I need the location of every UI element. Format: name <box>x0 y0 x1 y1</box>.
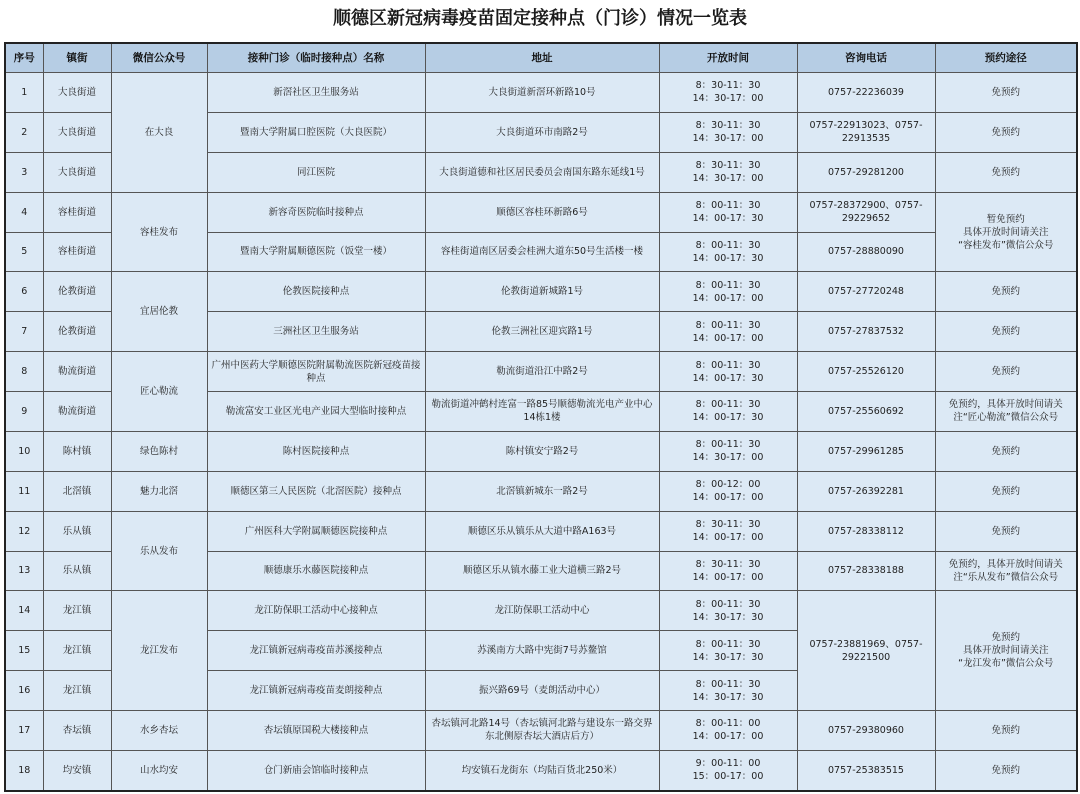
phone-cell: 0757-22236039 <box>797 73 935 113</box>
hours-cell: 8：00-11：30 14：00-17：30 <box>659 232 797 272</box>
address-cell: 龙江防保职工活动中心 <box>425 591 659 631</box>
site-name-cell: 新滘社区卫生服务站 <box>207 73 425 113</box>
phone-cell: 0757-29380960 <box>797 711 935 751</box>
booking-cell: 免预约，具体开放时间请关注“乐从发布”微信公众号 <box>935 551 1077 591</box>
site-name-cell: 暨南大学附属顺德医院（饭堂一楼） <box>207 232 425 272</box>
booking-cell: 免预约 <box>935 711 1077 751</box>
address-cell: 顺德区容桂环新路6号 <box>425 192 659 232</box>
address-cell: 北滘镇新城东一路2号 <box>425 471 659 511</box>
row-number: 17 <box>5 711 43 751</box>
site-name-cell: 广州中医药大学顺德医院附属勒流医院新冠疫苗接种点 <box>207 352 425 392</box>
hours-cell: 8：00-11：30 14：00-17：30 <box>659 392 797 432</box>
hours-cell: 8：00-11：30 14：00-17：30 <box>659 192 797 232</box>
site-name-cell: 杏坛镇原国税大楼接种点 <box>207 711 425 751</box>
town-cell: 容桂街道 <box>43 232 111 272</box>
header-cell: 接种门诊（临时接种点）名称 <box>207 43 425 73</box>
town-cell: 均安镇 <box>43 750 111 791</box>
phone-cell: 0757-22913023、0757-22913535 <box>797 112 935 152</box>
table-row <box>5 73 1077 113</box>
booking-cell: 免预约 <box>935 511 1077 551</box>
booking-cell: 免预约 <box>935 112 1077 152</box>
row-number: 15 <box>5 631 43 671</box>
phone-cell: 0757-26392281 <box>797 471 935 511</box>
site-name-cell: 广州医科大学附属顺德医院接种点 <box>207 511 425 551</box>
table-row <box>5 431 1077 471</box>
hours-cell: 8：30-11：30 14：30-17：00 <box>659 152 797 192</box>
header-cell: 咨询电话 <box>797 43 935 73</box>
address-cell: 振兴路69号（麦朗活动中心） <box>425 671 659 711</box>
table-row <box>5 272 1077 312</box>
wechat-cell: 容桂发布 <box>111 192 207 272</box>
row-number: 16 <box>5 671 43 711</box>
booking-cell: 免预约 具体开放时间请关注 “龙江发布”微信公众号 <box>935 591 1077 711</box>
address-cell: 伦教三洲社区迎宾路1号 <box>425 312 659 352</box>
address-cell: 勒流街道沿江中路2号 <box>425 352 659 392</box>
town-cell: 大良街道 <box>43 152 111 192</box>
wechat-cell: 水乡杏坛 <box>111 711 207 751</box>
row-number: 11 <box>5 471 43 511</box>
hours-cell: 8：00-11：00 14：00-17：00 <box>659 711 797 751</box>
hours-cell: 8：30-11：30 14：00-17：00 <box>659 551 797 591</box>
town-cell: 勒流街道 <box>43 392 111 432</box>
phone-cell: 0757-29961285 <box>797 431 935 471</box>
site-name-cell: 顺德康乐水藤医院接种点 <box>207 551 425 591</box>
table-row <box>5 750 1077 791</box>
hours-cell: 8：00-11：30 14：00-17：00 <box>659 312 797 352</box>
row-number: 7 <box>5 312 43 352</box>
phone-cell: 0757-29281200 <box>797 152 935 192</box>
phone-cell: 0757-25560692 <box>797 392 935 432</box>
booking-cell: 免预约 <box>935 73 1077 113</box>
address-cell: 均安镇石龙街东（均陆百货北250米） <box>425 750 659 791</box>
phone-cell: 0757-25526120 <box>797 352 935 392</box>
site-name-cell: 龙江防保职工活动中心接种点 <box>207 591 425 631</box>
row-number: 2 <box>5 112 43 152</box>
row-number: 13 <box>5 551 43 591</box>
hours-cell: 8：30-11：30 14：30-17：00 <box>659 112 797 152</box>
hours-cell: 8：00-11：30 14：30-17：30 <box>659 591 797 631</box>
wechat-cell: 山水均安 <box>111 750 207 791</box>
booking-cell: 免预约 <box>935 431 1077 471</box>
town-cell: 乐从镇 <box>43 511 111 551</box>
booking-cell: 免预约 <box>935 312 1077 352</box>
phone-cell: 0757-28372900、0757-29229652 <box>797 192 935 232</box>
address-cell: 顺德区乐从镇水藤工业大道横三路2号 <box>425 551 659 591</box>
table-row <box>5 511 1077 551</box>
header-cell: 开放时间 <box>659 43 797 73</box>
town-cell: 乐从镇 <box>43 551 111 591</box>
site-name-cell: 伦教医院接种点 <box>207 272 425 312</box>
wechat-cell: 匠心勒流 <box>111 352 207 432</box>
hours-cell: 8：00-12：00 14：00-17：00 <box>659 471 797 511</box>
page-title: 顺德区新冠病毒疫苗固定接种点（门诊）情况一览表 <box>333 8 747 29</box>
row-number: 12 <box>5 511 43 551</box>
town-cell: 伦教街道 <box>43 312 111 352</box>
hours-cell: 8：00-11：30 14：30-17：30 <box>659 631 797 671</box>
header-cell: 预约途径 <box>935 43 1077 73</box>
row-number: 6 <box>5 272 43 312</box>
hours-cell: 9：00-11：00 15：00-17：00 <box>659 750 797 791</box>
header-cell: 地址 <box>425 43 659 73</box>
site-name-cell: 同江医院 <box>207 152 425 192</box>
table-row <box>5 591 1077 631</box>
town-cell: 勒流街道 <box>43 352 111 392</box>
header-cell: 镇街 <box>43 43 111 73</box>
wechat-cell: 乐从发布 <box>111 511 207 591</box>
row-number: 14 <box>5 591 43 631</box>
town-cell: 容桂街道 <box>43 192 111 232</box>
vaccination-sites-table <box>4 42 1078 792</box>
phone-cell: 0757-23881969、0757-29221500 <box>797 591 935 711</box>
site-name-cell: 仓门新庙会馆临时接种点 <box>207 750 425 791</box>
site-name-cell: 龙江镇新冠病毒疫苗苏溪接种点 <box>207 631 425 671</box>
address-cell: 勒流街道冲鹤村连富一路85号顺德勒流光电产业中心14栋1楼 <box>425 392 659 432</box>
phone-cell: 0757-28880090 <box>797 232 935 272</box>
site-name-cell: 勒流富安工业区光电产业园大型临时接种点 <box>207 392 425 432</box>
hours-cell: 8：00-11：30 14：30-17：30 <box>659 671 797 711</box>
phone-cell: 0757-25383515 <box>797 750 935 791</box>
town-cell: 陈村镇 <box>43 431 111 471</box>
header-row <box>5 43 1077 73</box>
town-cell: 龙江镇 <box>43 591 111 631</box>
site-name-cell: 龙江镇新冠病毒疫苗麦朗接种点 <box>207 671 425 711</box>
wechat-cell: 宜居伦教 <box>111 272 207 352</box>
hours-cell: 8：00-11：30 14：30-17：00 <box>659 431 797 471</box>
booking-cell: 免预约 <box>935 352 1077 392</box>
phone-cell: 0757-28338112 <box>797 511 935 551</box>
site-name-cell: 陈村医院接种点 <box>207 431 425 471</box>
address-cell: 杏坛镇河北路14号（杏坛镇河北路与建设东一路交界东北侧原杏坛大酒店后方） <box>425 711 659 751</box>
wechat-cell: 魅力北滘 <box>111 471 207 511</box>
table-row <box>5 471 1077 511</box>
address-cell: 伦教街道新城路1号 <box>425 272 659 312</box>
hours-cell: 8：00-11：30 14：00-17：00 <box>659 272 797 312</box>
site-name-cell: 三洲社区卫生服务站 <box>207 312 425 352</box>
header-cell: 序号 <box>5 43 43 73</box>
site-name-cell: 顺德区第三人民医院（北滘医院）接种点 <box>207 471 425 511</box>
table-row <box>5 711 1077 751</box>
row-number: 9 <box>5 392 43 432</box>
booking-cell: 免预约 <box>935 471 1077 511</box>
address-cell: 顺德区乐从镇乐从大道中路A163号 <box>425 511 659 551</box>
row-number: 8 <box>5 352 43 392</box>
wechat-cell: 绿色陈村 <box>111 431 207 471</box>
row-number: 10 <box>5 431 43 471</box>
table-row <box>5 352 1077 392</box>
town-cell: 大良街道 <box>43 112 111 152</box>
hours-cell: 8：30-11：30 14：00-17：00 <box>659 511 797 551</box>
row-number: 4 <box>5 192 43 232</box>
row-number: 3 <box>5 152 43 192</box>
hours-cell: 8：30-11：30 14：30-17：00 <box>659 73 797 113</box>
address-cell: 陈村镇安宁路2号 <box>425 431 659 471</box>
booking-cell: 免预约，具体开放时间请关注“匠心勒流”微信公众号 <box>935 392 1077 432</box>
phone-cell: 0757-27837532 <box>797 312 935 352</box>
site-name-cell: 新容奇医院临时接种点 <box>207 192 425 232</box>
address-cell: 容桂街道南区居委会桂洲大道东50号生活楼一楼 <box>425 232 659 272</box>
booking-cell: 免预约 <box>935 152 1077 192</box>
wechat-cell: 在大良 <box>111 73 207 193</box>
town-cell: 伦教街道 <box>43 272 111 312</box>
row-number: 5 <box>5 232 43 272</box>
booking-cell: 免预约 <box>935 750 1077 791</box>
town-cell: 大良街道 <box>43 73 111 113</box>
header-cell: 微信公众号 <box>111 43 207 73</box>
booking-cell: 免预约 <box>935 272 1077 312</box>
town-cell: 杏坛镇 <box>43 711 111 751</box>
address-cell: 苏溪南方大路中宪街7号苏鳌馆 <box>425 631 659 671</box>
phone-cell: 0757-28338188 <box>797 551 935 591</box>
row-number: 1 <box>5 73 43 113</box>
town-cell: 龙江镇 <box>43 671 111 711</box>
address-cell: 大良街道德和社区居民委员会南国东路东延线1号 <box>425 152 659 192</box>
address-cell: 大良街道环市南路2号 <box>425 112 659 152</box>
table-row <box>5 192 1077 232</box>
site-name-cell: 暨南大学附属口腔医院（大良医院） <box>207 112 425 152</box>
wechat-cell: 龙江发布 <box>111 591 207 711</box>
town-cell: 龙江镇 <box>43 631 111 671</box>
address-cell: 大良街道新滘环新路10号 <box>425 73 659 113</box>
phone-cell: 0757-27720248 <box>797 272 935 312</box>
town-cell: 北滘镇 <box>43 471 111 511</box>
hours-cell: 8：00-11：30 14：00-17：30 <box>659 352 797 392</box>
booking-cell: 暂免预约 具体开放时间请关注 “容桂发布”微信公众号 <box>935 192 1077 272</box>
row-number: 18 <box>5 750 43 791</box>
